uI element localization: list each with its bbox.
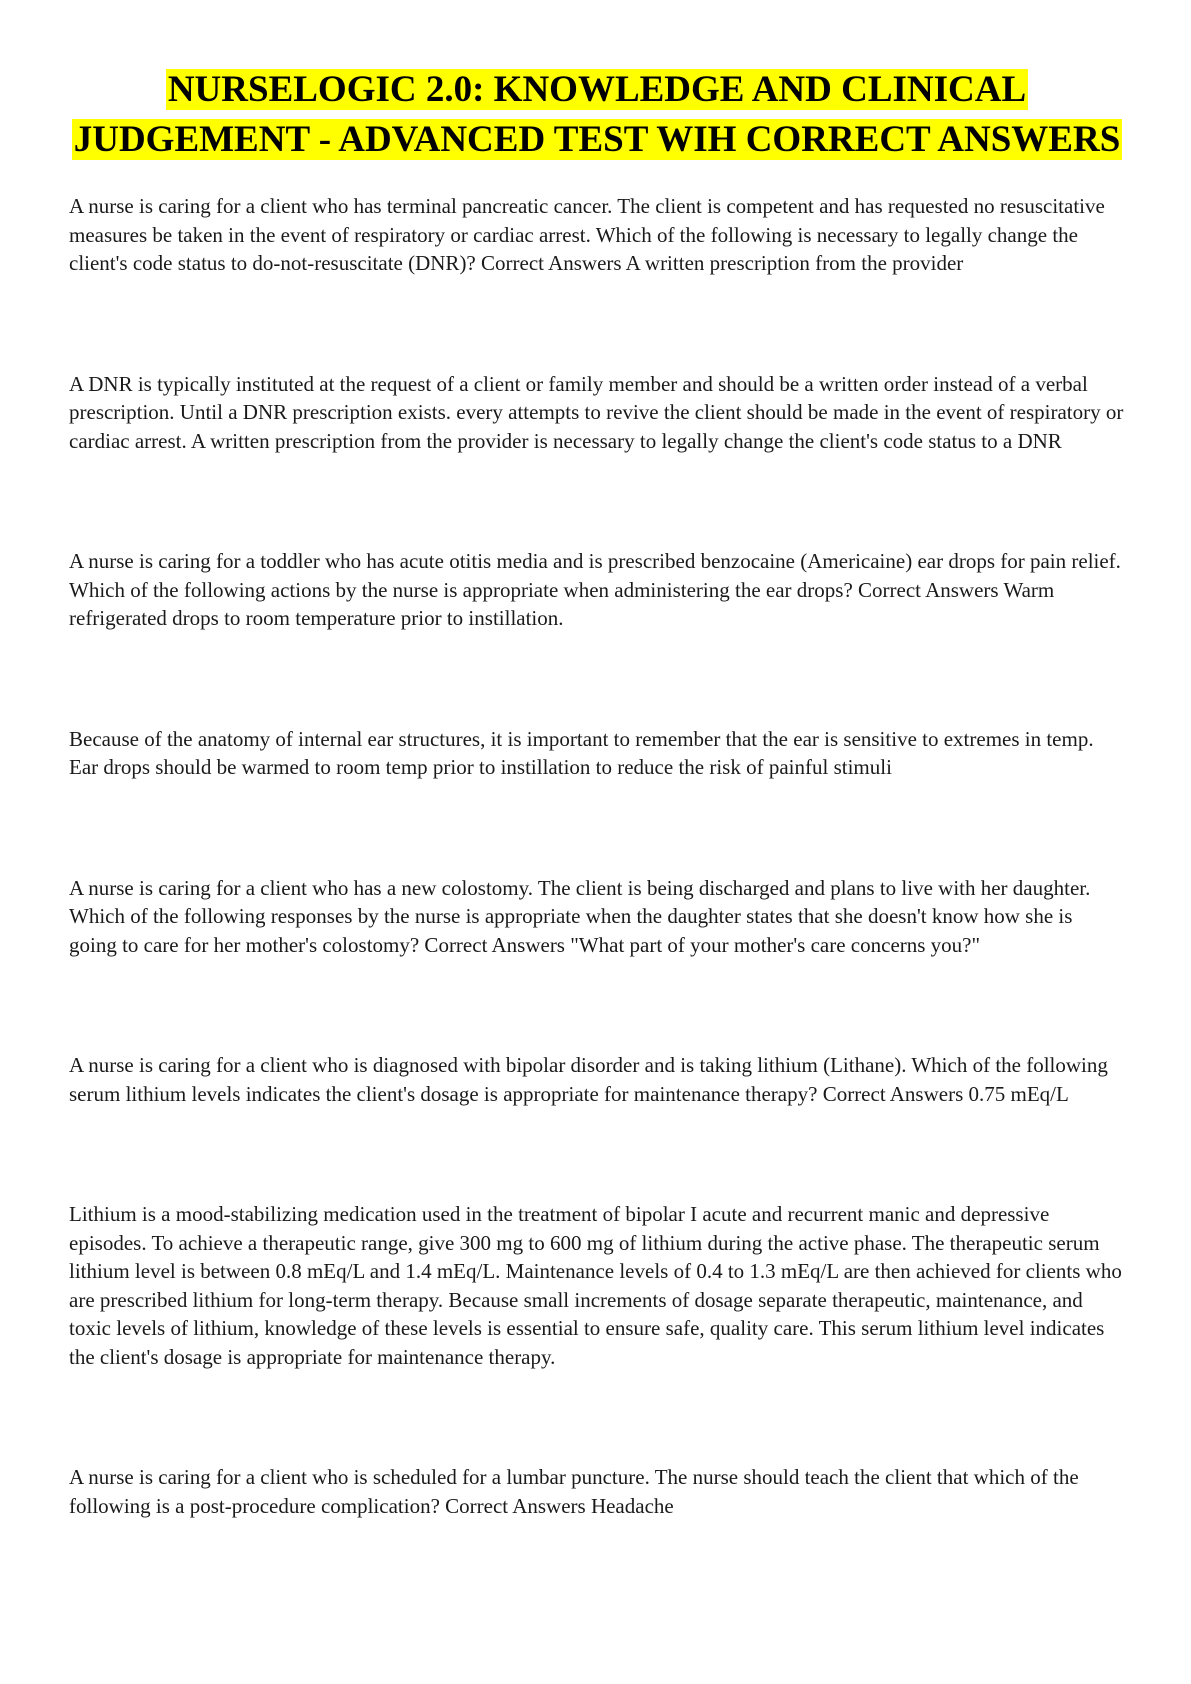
spacer xyxy=(69,633,1125,725)
spacer xyxy=(69,959,1125,1051)
spacer xyxy=(69,278,1125,370)
spacer xyxy=(69,1108,1125,1200)
title-block xyxy=(69,68,1125,168)
document-title: NURSELOGIC 2.0: KNOWLEDGE AND CLINICAL JUDGEMENT - ADVANCED TEST WIH CORRECT ANSWERS xyxy=(73,69,1121,160)
paragraph-q3: A nurse is caring for a client who has a new colostomy. The client is being discharged and plans to live with her daughter. Which of the following responses by the nurse is appropriate when the daughter states that she doesn't know how she is going to care for her mother's colostomy? Correct Answers "What part of your mother's care concerns you?" xyxy=(69,875,1091,957)
paragraph-q5: A nurse is caring for a client who is scheduled for a lumbar puncture. The nurse should teach the client that which of the following is a post-procedure complication? Correct Answers Headache xyxy=(69,1465,1079,1518)
spacer xyxy=(69,782,1125,874)
spacer xyxy=(69,1371,1125,1463)
paragraph-q1: A nurse is caring for a client who has terminal pancreatic cancer. The client is competent and has requested no resuscitative measures be taken in the event of respiratory or cardiac arrest. Which of the following is necessary to legally change the client's code status to do-not-resuscitate (DNR)? Correct Answers A written prescription from the provider xyxy=(69,194,1105,275)
paragraph-q4-rationale: Lithium is a mood-stabilizing medication used in the treatment of bipolar I acute and recurrent manic and depressive episodes. To achieve a therapeutic range, give 300 mg to 600 mg of lithium during the active phase. The therapeutic serum lithium level is between 0.8 mEq/L and 1.4 mEq/L. Maintenance levels of 0.4 to 1.3 mEq/L are then achieved for clients who are prescribed lithium for long-term therapy. Because small increments of dosage separate therapeutic, maintenance, and toxic levels of lithium, knowledge of these levels is essential to ensure safe, quality care. This serum lithium level indicates the client's dosage is appropriate for maintenance therapy. xyxy=(69,1202,1122,1369)
paragraph-q1-rationale: A DNR is typically instituted at the request of a client or family member and should be a written order instead of a verbal prescription. Until a DNR prescription exists. every attempts to revive the client should be made in the event of respiratory or cardiac arrest. A written prescription from the provider is necessary to legally change the client's code status to a DNR xyxy=(69,371,1124,453)
spacer xyxy=(69,455,1125,547)
paragraph-q4: A nurse is caring for a client who is diagnosed with bipolar disorder and is taking lithium (Lithane). Which of the following serum lithium levels indicates the client's dosage is appropriate for maintenance therapy? Correct Answers 0.75 mEq/L xyxy=(69,1053,1108,1106)
paragraph-q2: A nurse is caring for a toddler who has acute otitis media and is prescribed benzocaine (Americaine) ear drops for pain relief. Which of the following actions by the nurse is appropriate when administering the ear drops? Correct Answers Warm refrigerated drops to room temperature prior to instillation. xyxy=(69,549,1121,630)
paragraph-q2-rationale: Because of the anatomy of internal ear structures, it is important to remember that the ear is sensitive to extremes in temp. Ear drops should be warmed to room temp prior to instillation to reduce the risk of painful stimuli xyxy=(69,726,1094,779)
